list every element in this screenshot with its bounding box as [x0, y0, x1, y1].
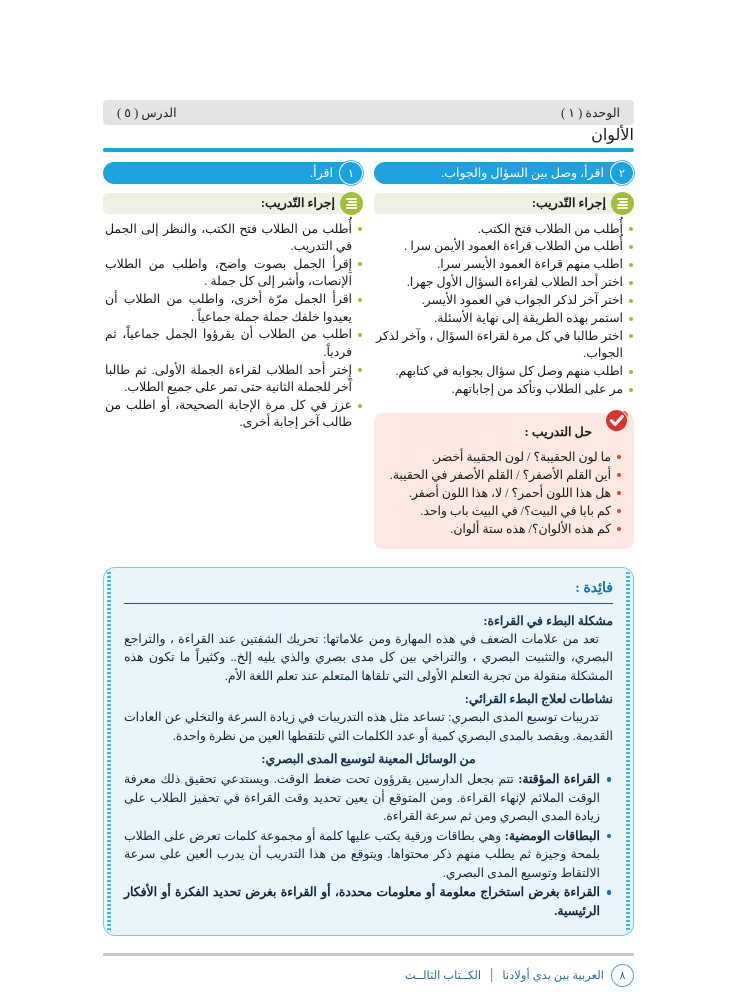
activity-column-2 — [374, 161, 634, 549]
footer-separator: | — [490, 966, 494, 984]
benefit-title: فائِدة : — [575, 580, 613, 596]
list-item: مر على الطلاب وتأكد من إجاباتهم. — [376, 381, 634, 398]
benefit-section-heading: نشاطات لعلاج البطء القرائي: — [464, 692, 613, 707]
list-item: ما لون الحقيبة؟ / لون الحقيبة أخضر. — [386, 448, 622, 466]
benefit-header — [124, 579, 613, 599]
means-lead: البطاقات الومضية: — [504, 828, 600, 843]
check-circle-icon — [602, 405, 632, 435]
activity-2-bar[interactable] — [374, 161, 634, 185]
list-item: أُطلب من الطلاب فتح الكتب. — [376, 221, 634, 238]
list-item: اطلب من الطلاب أن يقرؤوا الجمل جماعياً، ثم فردياً. — [105, 326, 363, 361]
solution-box — [374, 413, 634, 549]
solution-items-list — [386, 448, 622, 538]
means-lead: القراءة المؤقتة: — [518, 772, 600, 787]
list-item: استمر بهذه الطريقة إلى نهاية الأسئلة. — [376, 310, 634, 327]
header-title: الألوان — [591, 127, 634, 144]
footer-book-title: العربية بين يدي أولادنا — [502, 969, 604, 983]
list-item: كم بابا في البيت؟/ في البيت باب واحد. — [386, 502, 622, 520]
list-item: اختر آخر لذكر الجواب في العمود الأيسر. — [376, 292, 634, 309]
page-number-badge: ٨ — [611, 964, 634, 987]
list-lines-icon — [611, 192, 634, 215]
running-header-wrapper — [103, 100, 634, 145]
activity-columns — [103, 161, 634, 549]
activity-2-procedure-header — [374, 192, 634, 215]
list-item: كم هذه الألوان؟/ هذه ستة ألوان. — [386, 520, 622, 538]
activity-1-label: اقرأ. — [310, 165, 333, 180]
activity-2-number: ٢ — [610, 161, 634, 185]
list-item: أين القلم الأصفر؟ / القلم الأصفر في الحقيبة. — [386, 466, 622, 484]
benefit-box — [103, 567, 634, 937]
list-item: أُطلب من الطلاب قراءة العمود الأيمن سرا . — [376, 238, 634, 255]
list-item — [124, 883, 613, 920]
activity-2-procedure-title: إجراء التّدريب: — [531, 195, 606, 210]
list-item: هل هذا اللون أحمر؟ / لا، هذا اللون أصفر. — [386, 484, 622, 502]
list-item: إِختر أحد الطلاب لقراءة الجملة الأولى. ثم طالبا آخر للجملة الثانية حتى تمر على جميع الطلاب. — [105, 362, 363, 397]
list-lines-icon — [340, 192, 363, 215]
means-text: تتم بجعل الدارسين يقرؤون تحت ضغط الوقت. ويستدعي تحقيق ذلك معرفة الوقت الملائم لإنهاء القراءة. ومن المتوقع أن يعين تحديد وقت القراءة في تحفيز الطلاب على زيادة المدى البصري ومن ثم سرعة القراءة. — [124, 772, 600, 824]
list-item: عزز في كل مرة الإجابة الصحيحة، أو اطلب من طالب آخر إجابة أخرى. — [105, 397, 363, 432]
benefit-means-list — [124, 770, 613, 920]
header-unit: الوحدة ( ١ ) — [560, 105, 620, 120]
list-item — [124, 770, 613, 826]
list-lines-glyph — [617, 198, 628, 209]
activity-1-procedure-title: إجراء التّدريب: — [260, 195, 335, 210]
benefit-section-paragraph: تدريبات توسيع المدى البصري: تساعد مثل هذه التدريبات في زيادة السرعة والتخلي عن العادات القديمة. ويقصد بالمدى البصري كمية أو عدد الكلمات التي تلتقطها العين من نظرة واحدة. — [124, 710, 613, 743]
list-item: اقرأ الجمل مرّة أخرى، واطلب من الطلاب أن يعيدوا خلفك جملة جملة جماعياً . — [105, 291, 363, 326]
benefit-divider-rule — [124, 603, 613, 604]
list-item: أُطلب من الطلاب فتح الكتب، والنظر إلى الجمل في التدريب. — [105, 221, 363, 256]
activity-2-label: اقرأ، وصل بين السؤال والجواب. — [441, 165, 604, 180]
list-item: اطلب منهم قراءة العمود الأيسر سرا. — [376, 256, 634, 273]
activity-1-number: ١ — [339, 161, 363, 185]
header-divider-rule — [103, 148, 634, 152]
footer — [103, 964, 634, 987]
list-item — [124, 827, 613, 883]
list-item: اختر أحد الطلاب لقراءة السؤال الأول جهرا. — [376, 274, 634, 291]
list-item: اطلب منهم وصل كل سؤال بجوابه في كتابهم. — [376, 363, 634, 380]
means-text: وهي بطاقات ورقية يكتب عليها كلمة أو مجموعة كلمات تعرض على الطلاب بلمحة وجيزة ثم يطلب منهم ذكر محتواها. ويتوقع من هذا التدريب أن يدرب العين على سرعة الالتقاط وتوسيع المدى البصري. — [124, 828, 600, 880]
solution-title: حل التدريب : — [524, 424, 592, 439]
activity-1-steps-list — [103, 221, 363, 432]
means-text: القراءة بغرض استخراج معلومة أو معلومات محددة، أو القراءة بغرض تحديد الفكرة أو الأفكار الرئيسية. — [124, 885, 600, 918]
list-item: اختر طالبا في كل مرة لقراءة السؤال ، وآخر لذكر الجواب. — [376, 328, 634, 363]
activity-column-1 — [103, 161, 363, 549]
activity-1-bar[interactable] — [103, 161, 363, 185]
benefit-section-paragraph: تعد من علامات الضعف في هذه المهارة ومن علاماتها: تحريك الشفتين عند القراءة ، والتراجع البصري، والتثبيت البصري ، والتراخي بين كل مدى بصري والذي يليه إلخ.. وكثيراً ما تكون هذه المشكلة منقولة من تجربة التعلم الأولى التي تلقاها المتعلم عند تعلم اللغة الأم. — [124, 631, 613, 683]
footer-volume: الكــتاب الثالــث — [404, 969, 482, 983]
footer-divider-rule — [103, 953, 634, 955]
benefit-section-heading: مشكلة البطء في القراءة: — [483, 613, 613, 628]
activity-1-procedure-header — [103, 192, 363, 215]
page-content — [103, 100, 634, 987]
solution-header — [386, 423, 622, 445]
benefit-means-heading: من الوسائل المعينة لتوسيع المدى البصري: — [261, 752, 476, 767]
activity-2-steps-list — [374, 221, 634, 399]
list-lines-glyph — [346, 198, 357, 209]
running-header — [103, 100, 634, 125]
list-item: إِقرأ الجمل بصوت واضح، واطلب من الطلاب الإنصات، وأشر إلى كل جملة . — [105, 256, 363, 291]
header-lesson: الدرس ( ٥ ) — [117, 105, 177, 120]
